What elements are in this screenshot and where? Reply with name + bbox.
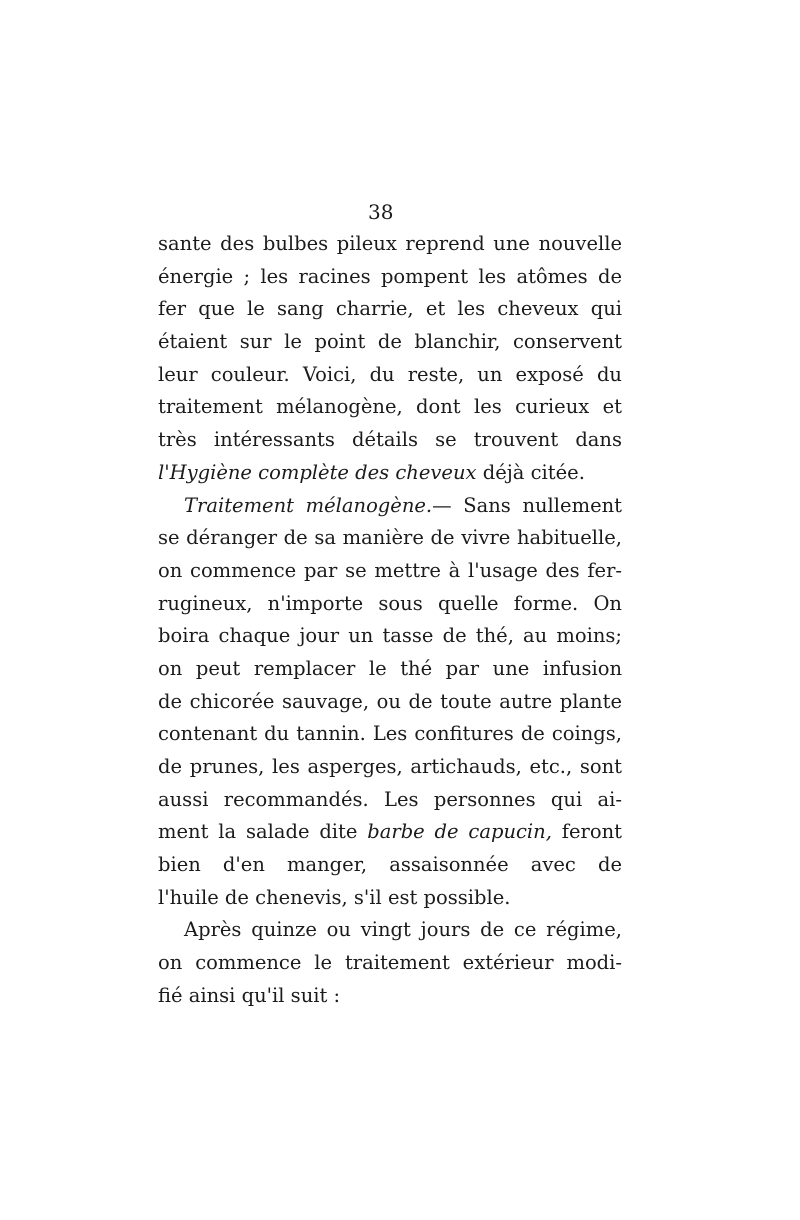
text-run: l'huile de chenevis, s'il est possible. (158, 885, 511, 909)
text-run: traitement mélanogène, dont les curieux et (158, 395, 622, 419)
text-line (158, 816, 622, 849)
text-run: sante des bulbes pileux reprend une nouvelle (158, 232, 622, 255)
body-text (158, 228, 622, 1013)
text-run: on peut remplacer le thé par une infusion (158, 656, 622, 680)
text-line (158, 784, 622, 817)
text-line (158, 751, 622, 784)
text-line (158, 522, 622, 555)
page-number: 38 (368, 200, 394, 224)
text-run: feront (551, 820, 622, 844)
text-run: étaient sur le point de blanchir, conservent (158, 330, 622, 354)
text-line (158, 490, 622, 523)
text-run: déjà citée. (476, 460, 585, 484)
text-line (158, 620, 622, 653)
text-line (158, 882, 622, 915)
text-line (158, 555, 622, 588)
text-line (158, 653, 622, 686)
text-line (158, 947, 622, 980)
text-line (158, 326, 622, 359)
text-line (158, 588, 622, 621)
text-run: — Sans nullement (432, 493, 622, 517)
text-line (158, 457, 622, 490)
text-run: aussi recommandés. Les personnes qui ai- (158, 787, 622, 811)
text-line (158, 424, 622, 457)
text-run: très intéressants détails se trouvent dans (158, 428, 622, 452)
italic-text: Traitement mélanogène. (184, 493, 433, 517)
text-run: bien d'en manger, assaisonnée avec de (158, 853, 622, 877)
text-run: rugineux, n'importe sous quelle forme. On (158, 591, 622, 615)
italic-text: barbe de capucin, (367, 820, 552, 844)
text-line (158, 261, 622, 294)
text-run: Après quinze ou vingt jours de ce régime, (184, 918, 622, 942)
text-run: contenant du tannin. Les confitures de coings, (158, 722, 622, 746)
text-run: on commence le traitement extérieur modi- (158, 951, 622, 975)
text-run: ment la salade dite (158, 820, 368, 844)
text-line (158, 391, 622, 424)
text-line (158, 228, 622, 261)
text-line (158, 980, 622, 1013)
italic-text: l'Hygiène complète des cheveux (158, 460, 477, 484)
text-run: leur couleur. Voici, du reste, un exposé du (158, 362, 622, 386)
text-line (158, 718, 622, 751)
text-run: boira chaque jour un tasse de thé, au moins; (158, 624, 622, 648)
text-line (158, 914, 622, 947)
text-run: énergie ; les racines pompent les atômes de (158, 264, 622, 288)
text-run: fer que le sang charrie, et les cheveux qui (158, 297, 622, 321)
text-run: de prunes, les asperges, artichauds, etc., sont (158, 755, 622, 778)
text-run: fié ainsi qu'il suit : (158, 983, 341, 1007)
text-run: de chicorée sauvage, ou de toute autre plante (158, 689, 622, 713)
text-run: on commence par se mettre à l'usage des fer- (158, 558, 622, 582)
text-run: se déranger de sa manière de vivre habituelle, (158, 526, 622, 550)
text-line (158, 686, 622, 719)
text-line (158, 849, 622, 882)
text-line (158, 293, 622, 326)
text-line (158, 359, 622, 392)
